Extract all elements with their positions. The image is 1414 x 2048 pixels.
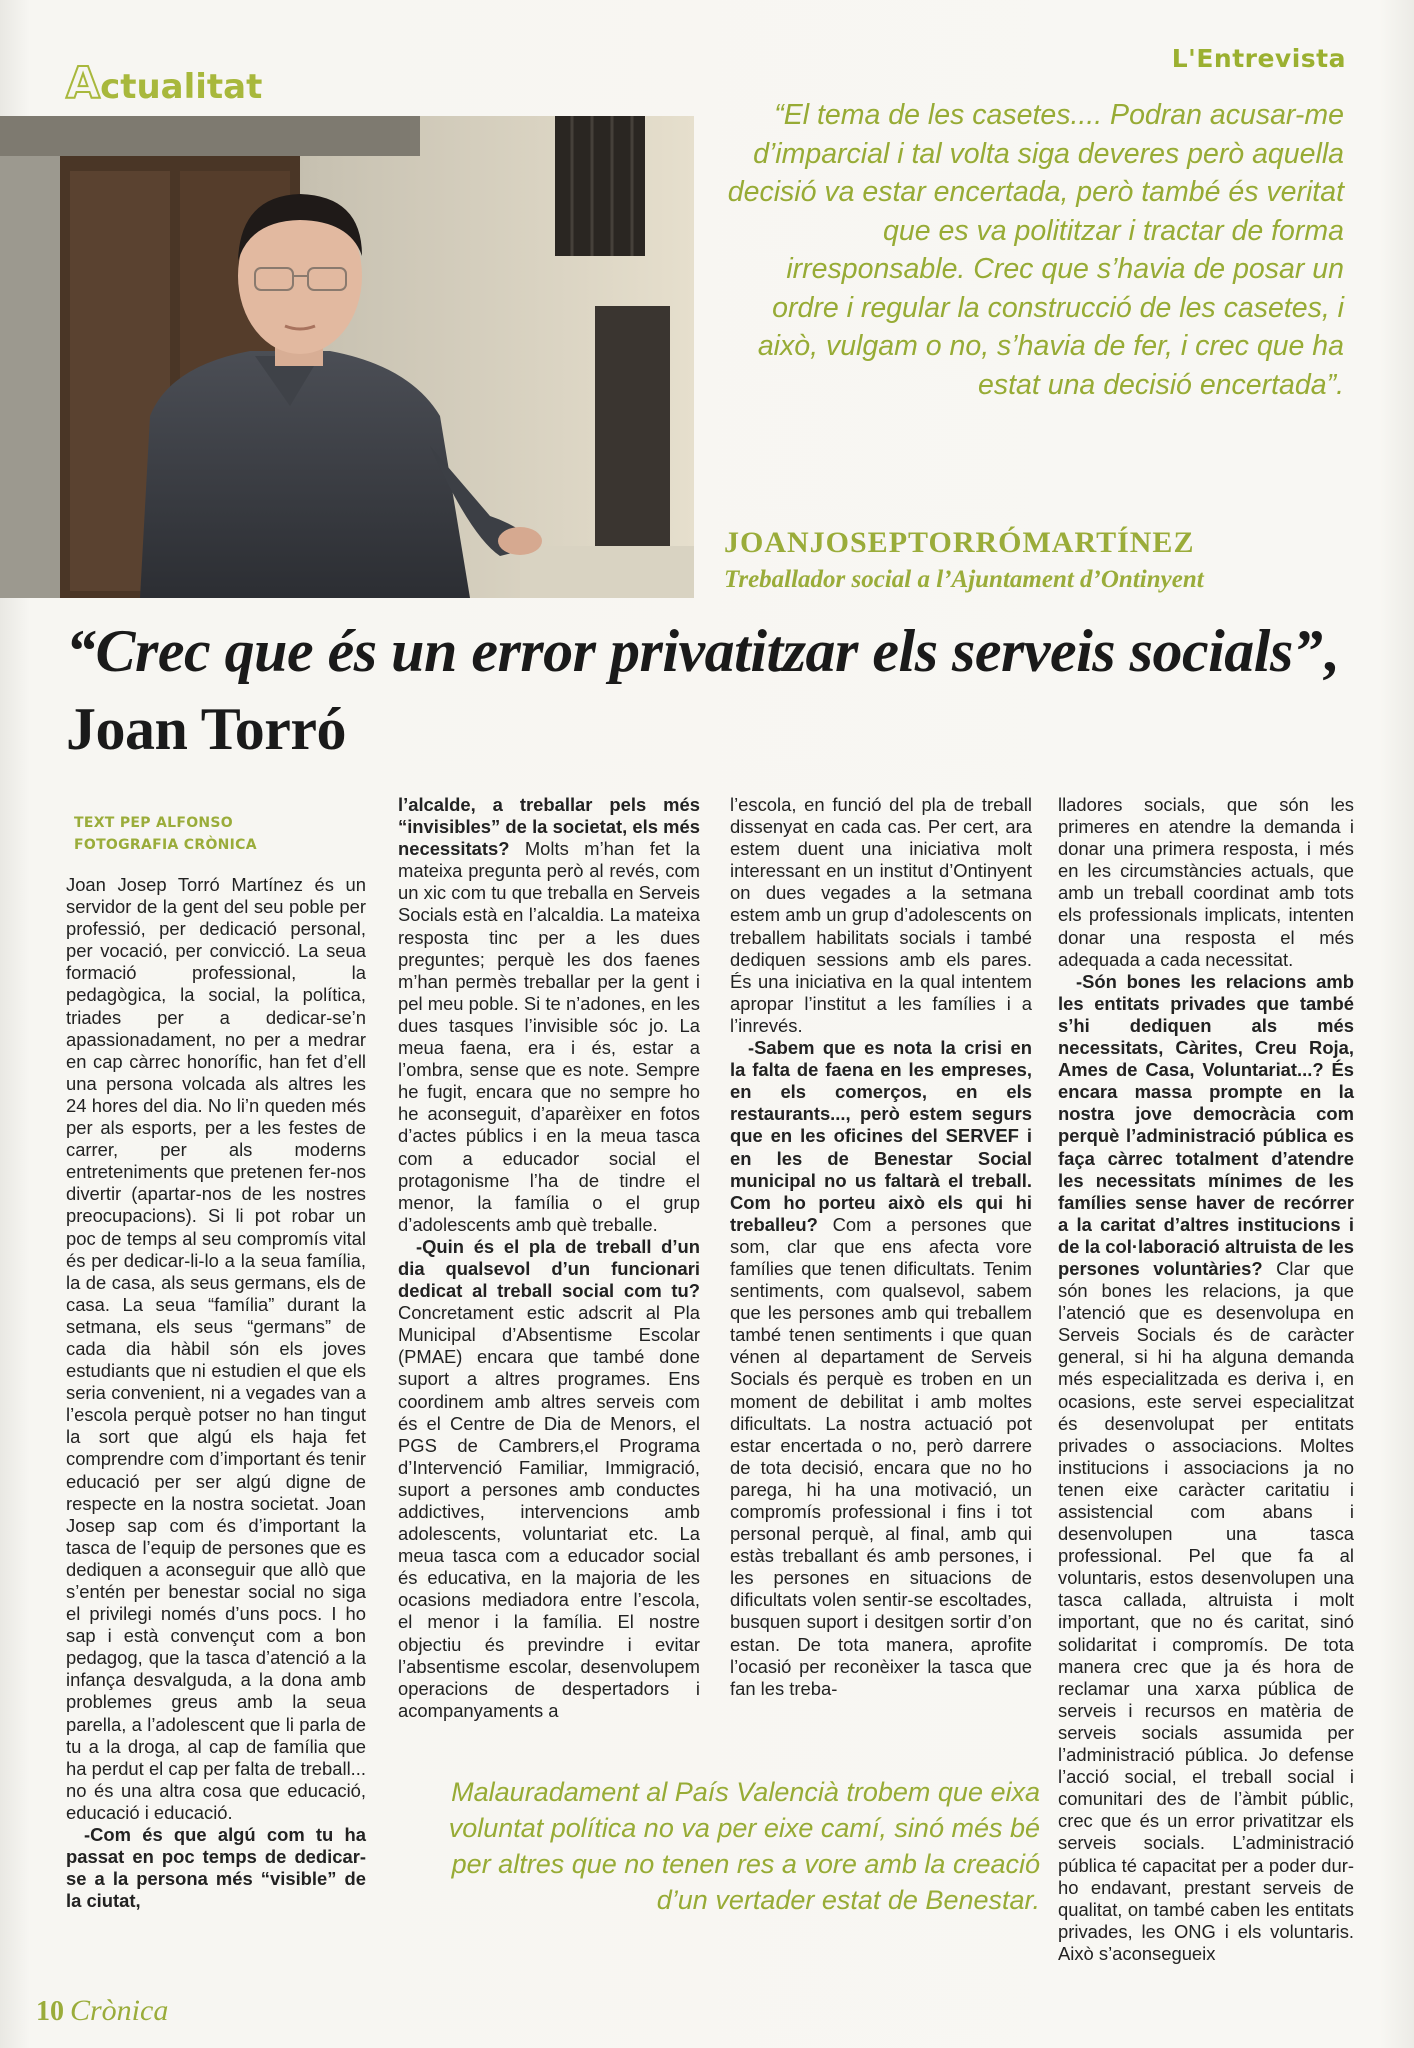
section-rest: ctualitat [100,67,263,107]
credits [74,812,257,856]
headline [66,612,1366,768]
headline-author: , Joan Torró [66,618,1337,762]
headline-quote: “Crec que és un error privatitzar els serveis socials” [66,618,1323,684]
question-1: -Com és que algú com tu ha passat en poc temps de dedicar-se a la persona més “visible” de la ciutat, [66,1824,366,1912]
answer-2 [398,1236,700,1722]
question-4: -Són bones les relacions amb les entitats privades que també s’hi dediquen als més necessitats, Càrites, Creu Roja, Ames de Casa, Voluntariat...? És encara massa prompte en la nostra jove democràcia com perquè l’administració pública es faça càrrec totalment d’atendre les necessitats mínimes de les famílies sense haver de recórrer a la caritat d’altres institucions i de la col·laboració altruista de les persones voluntàries? [1058,970,1354,1279]
answer-1-text: Molts m’han fet la mateixa pregunta però al revés, com un xic com tu que treballa en Serveis Socials està en l’alcaldia. La mateixa resposta tinc per a les dues preguntes; perquè les dos faenes m’han permès treballar per la gent i pel meu poble. Si te n’adones, en les dues tasques l’invisible sóc jo. La meua faena, era i és, estar a l’ombra, sense que es note. Sempre he fugit, encara que no sempre ho he aconseguit, d’aparèixer en fotos d’actes públics i en la meua tasca com a educador social el protagonisme l’ha de tindre el menor, la família o el grup d’adolescents amb què treballe. [398,838,700,1235]
answer-3-continued: lladores socials, que són les primeres en atendre la demanda i donar una primera resposta, i més en les circumstàncies actuals, que amb un treball coordinat amb tots els professionals implicats, intenten donar una resposta el més adequada a cada necessitat. [1058,794,1354,970]
question-1-continued: l’alcalde, a treballar pels més “invisibles” de la societat, els més necessitats? [398,794,700,860]
credit-photo: FOTOGRAFIA CRÒNICA [74,837,257,853]
answer-3-text: Com a persones que som, clar que ens afecta vore famílies que tenen dificultats. Tenim sentiments, com qualsevol, sabem que les persones amb qui treballem també tenen sentiments i que quan vénen al departament de Serveis Socials és perquè es troben en un moment de debilitat i amb moltes dificultats. La nostra actuació pot estar encertada o no, però darrere de tota decisió, encara que no ho parega, hi ha una motivació, un compromís professional i fins i tot personal perquè, al final, amb qui estàs treballant és amb persones, i les persones en situacions de dificultats volen sentir-se escoltades, busquen suport i desitgen sortir d’on estan. De tota manera, aprofite l’ocasió per reconèixer la tasca que fan les treba- [730,1213,1032,1699]
interview-label: L'Entrevista [1171,44,1346,73]
question-2: -Quin és el pla de treball d’un dia qualsevol d’un funcionari dedicat al treball social com tu? [398,1235,700,1302]
magazine-name: Crònica [70,1994,169,2027]
answer-3 [730,1037,1032,1700]
column-4 [1058,794,1354,1965]
answer-4-text: Clar que són bones les relacions, ja que l’atenció que es desenvolupa en Serveis Socials és de caràcter general, si hi ha alguna demanda més especialitzada es deriva i, en ocasions, este servei especialitzat és desenvolupat per entitats privades o associacions. Moltes institucions i associacions ja no tenen eixe caràcter caritatiu i assistencial com abans i desenvolupen una tasca professional. Pel que fa al voluntaris, estos desenvolupen una tasca callada, altruista i molt important, que no és caritat, sinó solidaritat i compromís. De tota manera crec que ja és hora de reclamar una xarxa pública de serveis i recursos en matèria de serveis socials assumida per l’administració pública. Jo defense l’acció social, el treball social i comunitari des de l’àmbit públic, crec que és un error privatitzar els serveis socials. L’administració pública té capacitat per a poder dur-ho endavant, prestant serveis de qualitat, on també caben les entitats privades, les ONG i els voluntaris. Això s’aconsegueix [1058,1257,1354,1964]
intro-paragraph: Joan Josep Torró Martínez és un servidor de la gent del seu poble per professió, per dedicació personal, per vocació, per convicció. La seua formació professional, la pedagògica, la social, la política, triades per a dedicar-se’n apassionadament, no per a medrar en cap càrrec honorífic, han fet d’ell una persona volcada als altres les 24 hores del dia. No li’n queden més per als esports, per a les festes de carrer, per als moderns entreteniments que pretenen fer-nos divertir (apartar-nos de les nostres preocupacions). Si li pot robar un poc de temps al seu compromís vital és per dedicar-li-lo a la seua família, la de casa, als seus germans, els de casa. La seua “família” durant la setmana, els seus “germans” de cada dia hàbil són els joves estudiants que ni estudien el que els seria convenient, ni a vegades van a l’escola perquè potser no han tingut la sort que algú els haja fet comprendre com d’important és tenir educació per ser algú digne de respecte en la nostra societat. Joan Josep sap com és d’important la tasca de l’equip de persones que es dediquen a aconseguir que allò que s’entén per benestar social no siga el privilegi només d’uns pocs. I ho sap i està convençut com a bon pedagog, que la tasca d’atenció a la infança desvalguda, a la dona amb problemes greus amb la seua parella, a l’adolescent que li parla de tu a la droga, al cap de família que ha perdut el cap per falta de treball... no és una altra cosa que educació, educació i educació. [66,874,366,1823]
answer-4 [1058,971,1354,1965]
portrait-photo [0,116,694,598]
column-1 [66,874,366,1912]
pull-quote-top: “El tema de les casetes.... Podran acusar-me d’imparcial i tal volta siga deveres però aquella decisió va estar encertada, però també és veritat que es va polititzar i tractar de forma irresponsable. Crec que s’havia de posar un ordre i regular la construcció de les casetes, i això, vulgam o no, s’havia de fer, i crec que ha estat una decisió encertada”. [727,99,1344,401]
page-footer [36,1994,168,2028]
page-number: 10 [36,1996,64,2027]
section-label [66,58,262,109]
question-3: -Sabem que es nota la crisi en la falta de faena en les empreses, en els comerços, en els restaurants..., però estem segurs que en les oficines del SERVEF i en les de Benestar Social municipal no us faltarà el treball. Com ho porteu això els qui hi treballeu? [730,1037,1032,1235]
section-initial: A [66,58,101,109]
column-2 [398,794,700,1722]
answer-2-text: Concretament estic adscrit al Pla Municipal d’Absentisme Escolar (PMAE) encara que també done suport a altres programes. Ens coordinem amb altres serveis com és el Centre de Dia de Menors, el PGS de Cambrers,el Programa d’Intervenció Familiar, Immigració, suport a persones amb conductes addictives, intervencions amb adolescents, voluntariat etc. La meua tasca com a educador social és educativa, en la majoria de les ocasions mediadora entre l’escola, el menor i la família. El nostre objectiu és previndre i evitar l’absentisme escolar, desenvolupem operacions de despertadors i acompanyaments a [398,1302,700,1721]
portrait-photo-illustration [0,116,694,598]
byline-role: Treballador social a l’Ajuntament d’Ontinyent [724,566,1204,593]
answer-1 [398,794,700,1236]
byline-name: JOANJOSEPTORRÓMARTÍNEZ [724,526,1195,559]
column-3 [730,794,1032,1700]
answer-2-continued: l’escola, en funció del pla de treball dissenyat en cada cas. Per cert, ara estem duent una iniciativa molt interessant en un institut d’Ontinyent on dues vegades a la setmana estem amb un grup d’adolescents on treballem habilitats socials i també dediquen sessions amb els pares. És una iniciativa en la qual intentem apropar l’institut a les famílies i a l’inrevés. [730,794,1032,1036]
credit-text: TEXT PEP ALFONSO [74,815,234,831]
pull-quote-bottom: Malauradament al País Valencià trobem que eixa voluntat política no va per eixe camí, sinó més bé per altres que no tenen res a vore amb la creació d’un vertader estat de Benestar. [448,1777,1040,1915]
